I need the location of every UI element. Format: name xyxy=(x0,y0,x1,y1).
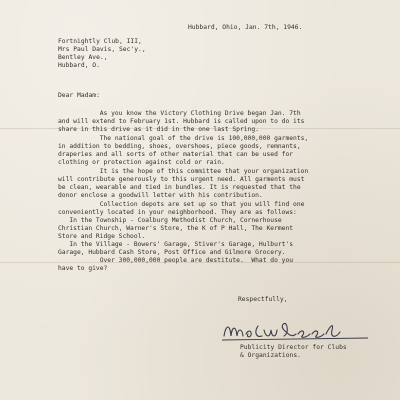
recipient-line-4: Hubbard, O. xyxy=(58,62,100,69)
paragraph-line: Collection depots are set up so that you will find one xyxy=(58,201,305,208)
paragraph-line: will contribute generously to this urgent need. All garments must xyxy=(58,176,305,183)
paragraph-line: in addition to bedding, shoes, overshoes, piece goods, remnants, xyxy=(58,143,301,150)
paragraph-4 xyxy=(58,201,376,273)
paragraph-line: donor enclose a goodwill letter with his contribution. xyxy=(58,192,263,199)
dateline: Hubbard, Ohio, Jan. 7th, 1946. xyxy=(188,24,303,31)
paragraph-line: As you know the Victory Clothing Drive began Jan. 7th xyxy=(58,110,301,117)
paragraph-line: clothing or protection against cold or rain. xyxy=(58,159,225,166)
paragraph-line: be clean, wearable and tied in bundles. It is requested that the xyxy=(58,184,301,191)
closing: Respectfully, xyxy=(238,296,288,303)
paragraph-line: have to give? xyxy=(58,265,108,272)
paragraph-line: Christian Church, Warner's Store, the K of P Hall, The Kerment xyxy=(58,225,294,232)
paragraph-2 xyxy=(58,135,376,167)
paragraph-3 xyxy=(58,168,376,200)
paragraph-line: conveniently located in your neighborhood. They are as follows: xyxy=(58,209,297,216)
paragraph-line: It is the hope of this committee that your organization xyxy=(58,168,309,175)
paragraph-1 xyxy=(58,110,376,134)
signature-title-line-2: & Organizations. xyxy=(240,352,301,359)
paragraph-line: In the Village - Bowers' Garage, Stiver's Garage, Hulburt's xyxy=(58,241,294,248)
paragraph-line: Over 300,000,000 people are destitute. What do you xyxy=(58,257,294,264)
paragraph-line: Store and Ridge School. xyxy=(58,233,146,240)
signature-title-line-1: Publicity Director for Clubs xyxy=(240,344,347,351)
paragraph-line: draperies and all sorts of other material that can be used for xyxy=(58,151,294,158)
paragraph-line: The national goal of the drive is 100,000,000 garments, xyxy=(58,135,309,142)
paragraph-line: In the Township - Coalburg Methodist Church, Cornerhouse xyxy=(58,217,282,224)
recipient-line-2: Mrs Paul Davis, Sec'y., xyxy=(58,46,146,53)
paragraph-line: and will extend to February 1st. Hubbard is called upon to do its xyxy=(58,118,305,125)
recipient-line-1: Fortnightly Club, III, xyxy=(58,38,142,45)
recipient-line-3: Bentley Ave., xyxy=(58,54,108,61)
paragraph-line: share in this drive as it did in the one last Spring. xyxy=(58,126,259,133)
handwritten-signature xyxy=(218,316,378,344)
salutation: Dear Madam: xyxy=(58,92,100,99)
paragraph-line: Garage, Hubbard Cash Store, Post Office and Gilmore Grocery. xyxy=(58,249,286,256)
